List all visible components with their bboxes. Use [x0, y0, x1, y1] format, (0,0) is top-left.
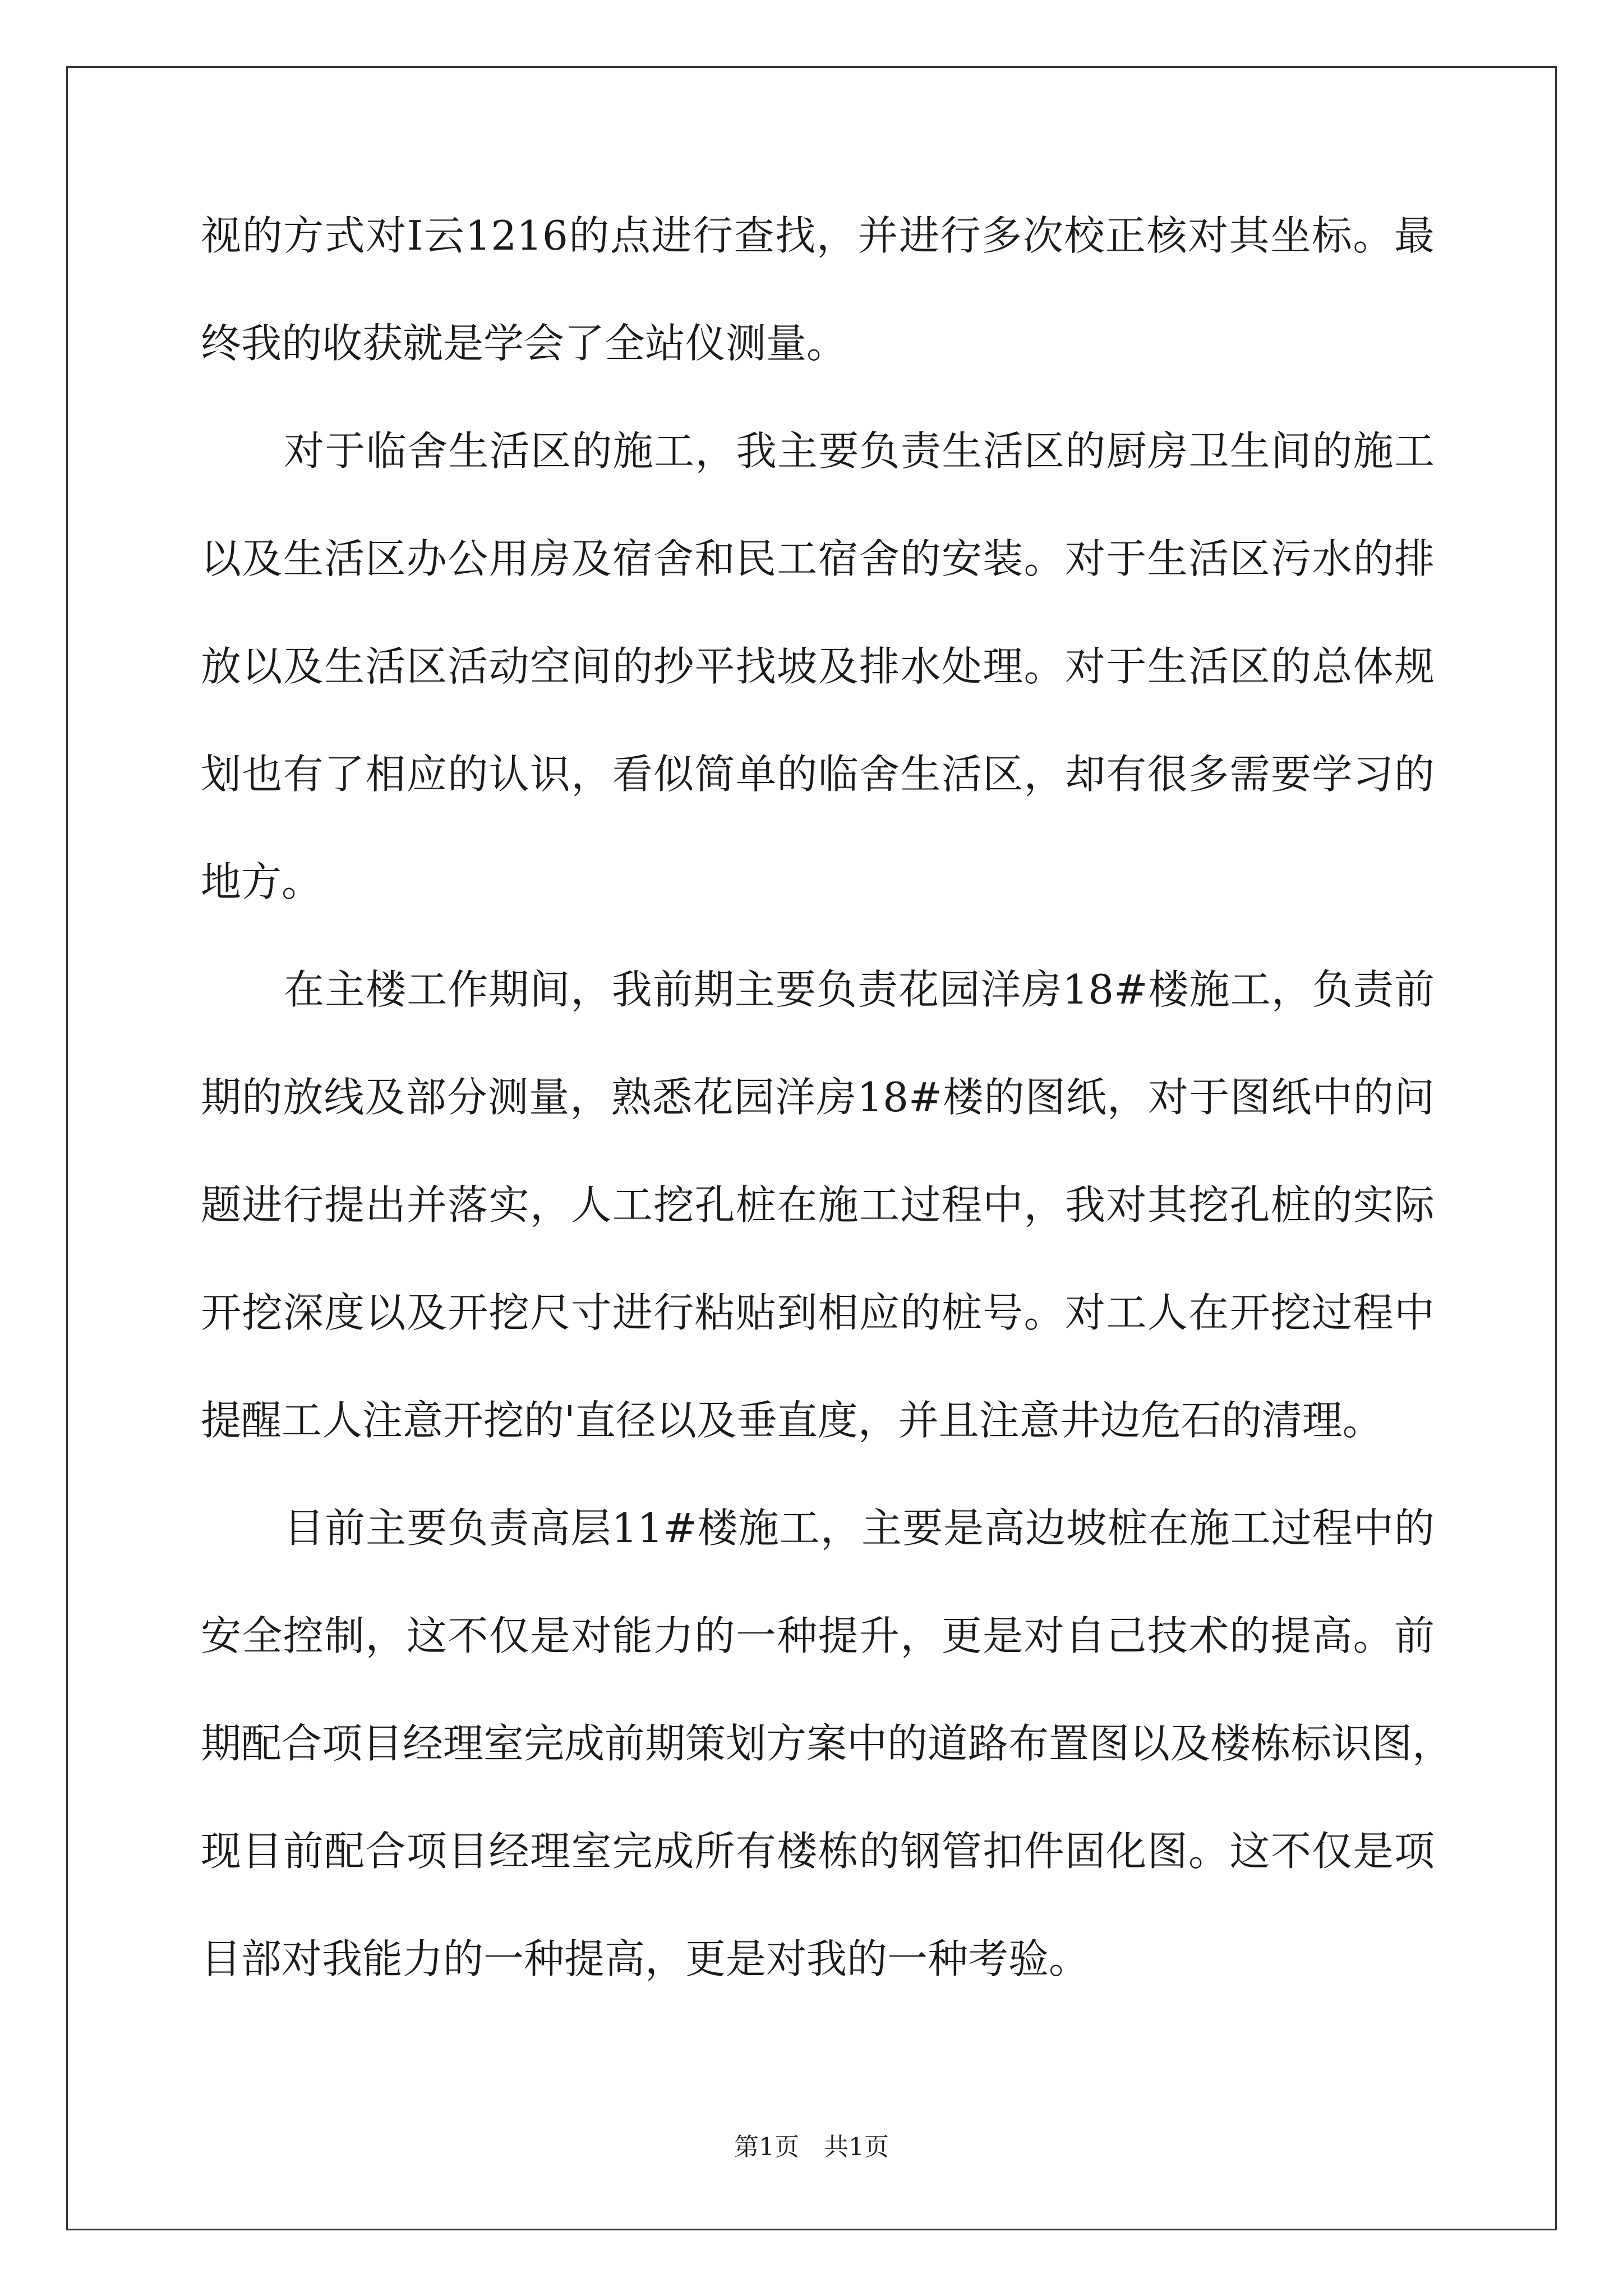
text-line: 安全控制，这不仅是对能力的一种提升，更是对自己技术的提高。前: [201, 1612, 1435, 1659]
text-line: 期配合项目经理室完成前期策划方案中的道路布置图以及楼栋标识图，: [201, 1720, 1453, 1767]
text-line: 目部对我能力的一种提高，更是对我的一种考验。: [201, 1935, 1090, 1982]
text-line: 题进行提出并落实，人工挖孔桩在施工过程中，我对其挖孔桩的实际: [201, 1181, 1435, 1228]
text-line: 视的方式对Ⅰ云1216的点进行查找，并进行多次校正核对其坐标。最: [201, 212, 1435, 259]
document-body: [201, 209, 1453, 2040]
text-line: 在主楼工作期间，我前期主要负责花园洋房18#楼施工，负责前: [284, 966, 1435, 1013]
text-line: 地方。: [201, 858, 322, 905]
text-line: 开挖深度以及开挖尺寸进行粘贴到相应的桩号。对工人在开挖过程中: [201, 1289, 1435, 1336]
page-number-footer: 第1页 共1页: [734, 2133, 889, 2161]
text-line: 提醒工人注意开挖的'直径以及垂直度，并且注意井边危石的清理。: [201, 1397, 1383, 1444]
text-line: 期的放线及部分测量，熟悉花园洋房18#楼的图纸，对于图纸中的问: [201, 1074, 1435, 1121]
text-line: 对于临舍生活区的施工，我主要负责生活区的厨房卫生间的施工: [284, 427, 1435, 475]
text-line: 以及生活区办公用房及宿舍和民工宿舍的安装。对于生活区污水的排: [201, 535, 1435, 582]
text-line: 终我的收获就是学会了全站仪测量。: [201, 320, 847, 367]
text-line: 放以及生活区活动空间的抄平找坡及排水处理。对于生活区的总体规: [201, 643, 1435, 690]
text-line: 划也有了相应的认识，看似简单的临舍生活区，却有很多需要学习的: [201, 751, 1435, 798]
text-line: 目前主要负责高层11#楼施工，主要是高边坡桩在施工过程中的: [284, 1504, 1435, 1552]
text-line: 现目前配合项目经理室完成所有楼栋的钢管扣件固化图。这不仅是项: [201, 1828, 1435, 1875]
